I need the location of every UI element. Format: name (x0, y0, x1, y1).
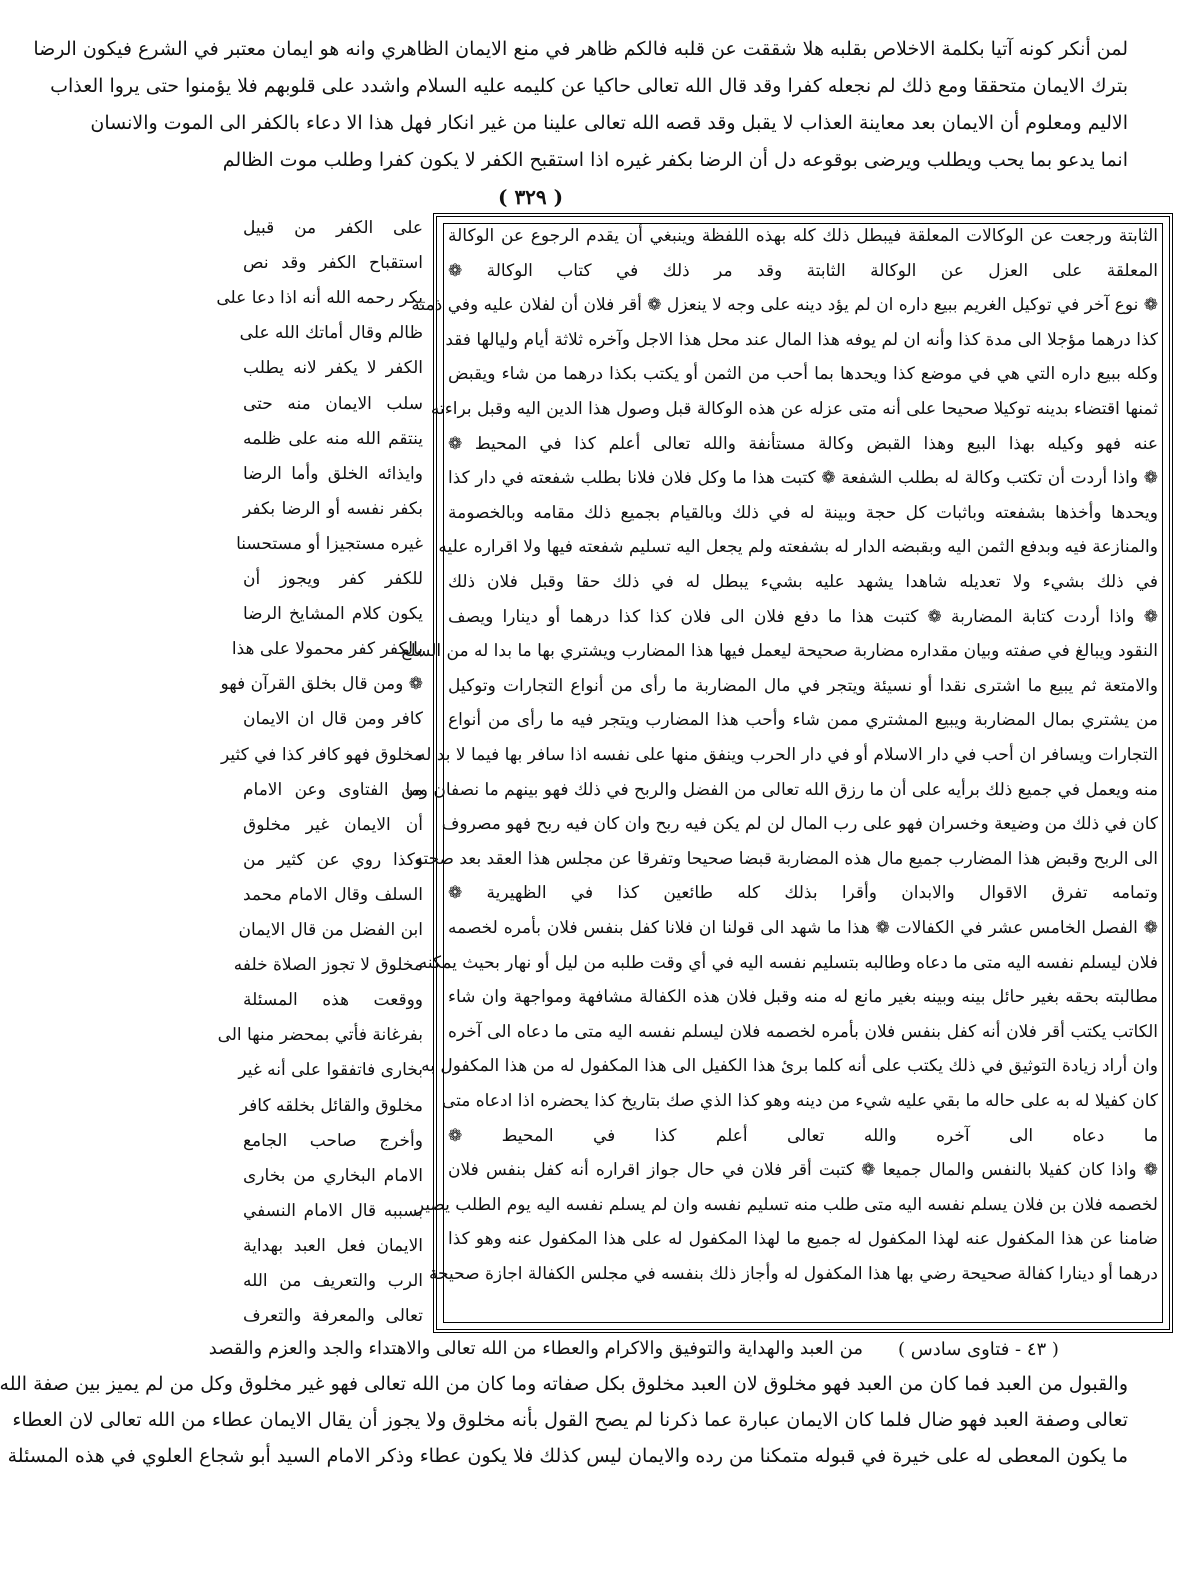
main-line: في ذلك بشيء ولا تعديله شاهدا يشهد عليه بشيء يبطل له في ذلك حقا وقبل فلان ذلك (448, 572, 1158, 592)
header-line: لمن أنكر كونه آتيا بكلمة الاخلاص بقلبه هلا شققت عن قلبه فالكم ظاهر في منع الايمان الظاهري وانه هو ايمان معتبر في الشرع فيكون الرضا (33, 38, 1128, 60)
margin-line: مخلوق والقائل بخلقه كافر (239, 1095, 423, 1116)
margin-line: بكفر نفسه أو الرضا بكفر (243, 498, 423, 519)
margin-line: ظالم وقال أماتك الله على (239, 323, 423, 344)
margin-line: غيره مستجيزا أو مستحسنا (236, 533, 423, 554)
main-line: وكله ببيع داره التي هي في موضع كذا ويحدها بما أحب من الثمن أو يكتب بكذا درهما من شاء ويقبض (448, 364, 1158, 385)
margin-line: بالكفر كفر محمولا على هذا (231, 639, 423, 660)
main-line: ثمنها اقتضاء بدينه توكيلا صحيحا على أنه متى عزله عن هذه الوكالة قبل وصول هذا الدين اليه وقبل براءته (430, 399, 1158, 419)
margin-line: سلب الايمان منه حتى (243, 393, 423, 414)
margin-line: بفرغانة فأتي بمحضر منها الى (217, 1025, 423, 1046)
margin-line: تعالى والمعرفة والتعرف (243, 1306, 423, 1327)
margin-line: ابن الفضل من قال الايمان (238, 920, 423, 940)
margin-line: الكفر لا يكفر لانه يطلب (243, 358, 423, 379)
main-line: ❁ واذا أردت أن تكتب وكالة له بطلب الشفعة ❁ كتبت هذا ما وكل فلان فلانا بطلب شفعته في دار كذا (448, 468, 1158, 489)
main-line: كان كفيلا له به على حاله ما بقي عليه شيء من دينه وهو كذا الذي صك بتاريخ كذا يحضره اذا ادعاه متى (441, 1091, 1158, 1111)
main-line: ❁ واذا كان كفيلا بالنفس والمال جميعا ❁ كتبت أقر فلان في حال جواز اقراره أنه كفل بنفس فلان (448, 1160, 1158, 1181)
main-line: من يشتري بمال المضاربة ويبيع المشتري ممن شاء وأحب هذا المضارب ويتجر فيه ما رأى من أنواع (448, 710, 1158, 731)
margin-line: وأخرج صاحب الجامع (243, 1130, 423, 1151)
margin-line: بكر رحمه الله أنه اذا دعا على (216, 288, 423, 309)
main-line: مطالبته بحقه بغير حائل بينه وبينه بغير مانع له منه وقبل فلان هذه الكفالة مشافهة ومواجهة وان شاء (448, 987, 1158, 1008)
main-line: ❁ واذا أردت كتابة المضاربة ❁ كتبت هذا ما دفع فلان الى فلان كذا كذا درهما أو دينارا ويصف (448, 606, 1158, 627)
margin-line: يكون كلام المشايخ الرضا (243, 604, 423, 625)
main-line: الكاتب يكتب أقر فلان أنه كفل بنفس فلان بأمره لخصمه فلان ليسلم نفسه اليه متى ما دعاه الى آخره (448, 1021, 1158, 1042)
margin-line: من الفتاوى وعن الامام (243, 779, 423, 800)
margin-line: ❁ ومن قال بخلق القرآن فهو (220, 674, 423, 695)
main-line: المعلقة على العزل عن الوكالة الثابتة وقد مر ذلك في كتاب الوكالة ❁ (448, 260, 1158, 281)
main-line: ضامنا عن هذا المكفول عنه لهذا المكفول له جميع ما لهذا المكفول له على هذا المكفول عنه وهو كذا (448, 1229, 1158, 1250)
volume-label: ( ٤٣ - فتاوى سادس ) (898, 1339, 1059, 1360)
main-line: الثابتة ورجعت عن الوكالات المعلقة فيبطل ذلك كله بهذه اللفظة وينبغي أن يقدم الرجوع عن الوكالة (448, 226, 1158, 246)
main-line: درهما أو دينارا كفالة صحيحة رضي بها هذا المكفول له وأجاز ذلك بنفسه في مجلس الكفالة اجازة صحيحة (428, 1264, 1158, 1284)
margin-line: وايذائه الخلق وأما الرضا (243, 463, 423, 484)
main-line: والمنازعة فيه وبدفع الثمن اليه وبقبضه الدار له بشفعته ولم يجعل اليه تسليم شفعته فيها ولا اقراره عليه (438, 537, 1158, 558)
main-line: ❁ نوع آخر في توكيل الغريم ببيع داره ان لم يؤد دينه على وجه لا ينعزل ❁ أقر فلان أن لفلان عليه وفي ذمته (411, 295, 1158, 316)
margin-line: مخلوق لا تجوز الصلاة خلفه (233, 955, 423, 976)
margin-line: بخارى فاتفقوا على أنه غير (238, 1060, 423, 1081)
header-line: الاليم ومعلوم أن الايمان بعد معاينة العذاب لا يقبل وقد قصه الله تعالى علينا من غير انكار فهل هذا الا دعاء بالكفر الى الموت والانسان (90, 112, 1128, 134)
header-line: انما يدعو بما يحب ويطلب ويرضى بوقوعه دل أن الرضا بكفر غيره اذا استقبح الكفر لا يكون كفرا وطلب موت الظالم (222, 149, 1128, 171)
main-line: وان أراد زيادة التوثيق في ذلك يكتب على أنه كلما برئ هذا الكفيل الى هذا المكفول له من هذا المكفول به (421, 1056, 1158, 1077)
footer-line: تعالى وصفة العبد فهو ضال فلما كان الايمان عبارة عما ذكرنا لم يصح القول بأنه مخلوق ولا يجوز أن يقال الايمان عطاء من الله تعالى لان العطاء (12, 1409, 1128, 1431)
margin-line: للكفر كفر ويجوز أن (243, 569, 423, 589)
margin-line: السلف وقال الامام محمد (243, 884, 423, 905)
main-line: ❁ الفصل الخامس عشر في الكفالات ❁ هذا ما شهد الى قولنا ان فلانا كفل بنفس فلان بأمره لخصمه (448, 918, 1158, 938)
header-line: بترك الايمان متحققا ومع ذلك لم نجعله كفرا وقد قال الله تعالى حاكيا عن كليمه عليه السلام واشدد على قلوبهم فلا يؤمنوا حتى يروا العذاب (50, 75, 1128, 97)
margin-line: استقباح الكفر وقد نص (243, 253, 423, 274)
main-line: ويحدها وأخذها بشفعته وباثبات كل حجة وبينة له في ذلك وبالقيام بجميع ذلك مقامه وبالخصومة (448, 502, 1158, 523)
footer-line: ما يكون المعطى له على خيرة في قبوله متمكنا من رده والايمان ليس كذلك فلا يكون عطاء وذكر الامام السيد أبو شجاع العلوي في هذه المسئلة (7, 1445, 1128, 1467)
page-number: ( ٣٢٩ ) (498, 185, 564, 209)
margin-line: ينتقم الله منه على ظلمه (243, 428, 423, 449)
main-line: النقود ويبالغ في صفته وبيان مقداره مضاربة صحيحة ليعمل فيها هذا المضارب ويشتري بها ما بدا له من السلع (401, 641, 1158, 662)
main-line: عنه فهو وكيله بهذا البيع وهذا القبض وكالة مستأنفة والله تعالى أعلم كذا في المحيط ❁ (448, 433, 1158, 454)
main-line: التجارات ويسافر ان أحب في دار الاسلام أو في دار الحرب وينفق منها على نفسه اذا سافر بها فيما لا بد له (417, 745, 1158, 765)
margin-line: كافر ومن قال ان الايمان (243, 709, 423, 730)
margin-line: الامام البخاري من بخارى (243, 1165, 423, 1186)
margin-line: على الكفر من قبيل (243, 218, 423, 238)
margin-line: وكذا روي عن كثير من (243, 849, 423, 870)
main-line: ما دعاه الى آخره والله تعالى أعلم كذا في المحيط ❁ (448, 1125, 1158, 1146)
margin-line: ووقعت هذه المسئلة (243, 990, 423, 1011)
margin-line: الرب والتعريف من الله (243, 1271, 423, 1291)
footer-line: والقبول من العبد فما كان من العبد فهو مخلوق لان العبد مخلوق بكل صفاته وما كان من الله تعالى فهو غير مخلوق وكل من لم يميز بين صفة الله (0, 1373, 1128, 1395)
main-line: منه ويعمل في جميع ذلك برأيه على أن ما رزق الله تعالى من الفضل والربح في ذلك فهو بينهم ما نصفان وما (405, 779, 1158, 800)
margin-line: أن الايمان غير مخلوق (243, 814, 423, 835)
main-line: وتمامه تفرق الاقوال والابدان وأقرا بذلك كله طائعين كذا في الظهيرية ❁ (448, 883, 1158, 904)
margin-line: الايمان فعل العبد بهداية (243, 1235, 423, 1256)
main-text-frame-inner-border (401, 223, 1163, 1323)
margin-line: بسببه قال الامام النسفي (243, 1200, 423, 1221)
main-line: كان في ذلك من وضيعة وخسران فهو على رب المال لن لم يكن فيه ربح وان كان فيه ربح فهو مصروف (441, 814, 1158, 835)
main-line: كذا درهما مؤجلا الى مدة كذا وأنه ان لم يوفه هذا المال عند محل هذا الاجل وآخره ثلاثة أيام وليالها فقد (445, 329, 1158, 350)
main-line: والامتعة ثم يبيع ما اشترى نقدا أو نسيئة ويتجر في مال المضاربة ما رأى من أنواع التجارات وتوكيل (448, 675, 1158, 696)
main-line: فلان ليسلم نفسه اليه متى ما دعاه وطالبه بتسليم نفسه اليه في أي وقت طلبه من ليل أو نهار بحيث يمكنه (418, 952, 1158, 973)
margin-line: مخلوق فهو كافر كذا في كثير (221, 744, 423, 765)
main-line: الى الربح وقبض هذا المضارب جميع مال هذه المضاربة قبضا صحيحا وتفرقا عن مجلس هذا العقد بعد صحته (414, 848, 1158, 869)
footer-first-line: من العبد والهداية والتوفيق والاكرام والعطاء من الله تعالى والاهتداء والجد والعزم والقصد (208, 1338, 863, 1359)
main-line: لخصمه فلان بن فلان يسلم نفسه اليه متى طلب منه تسليم نفسه وان لم يسلم نفسه اليه يوم الطلب يصير (415, 1194, 1158, 1215)
